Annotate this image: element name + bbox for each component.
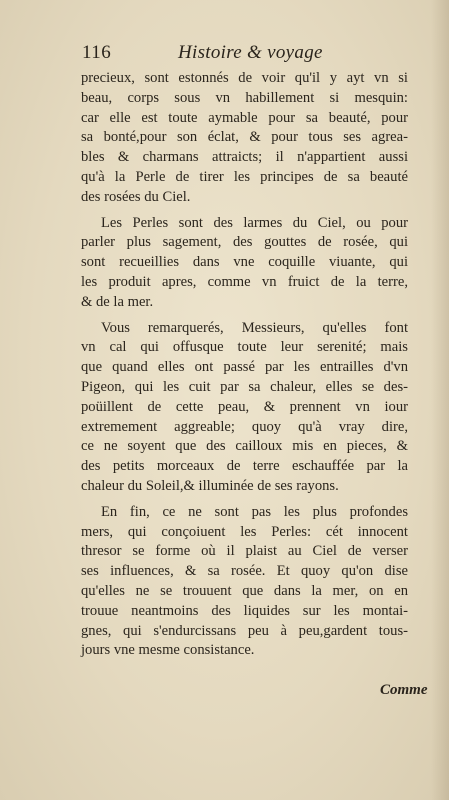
paragraph (81, 319, 408, 497)
page-edge-shadow (431, 0, 449, 800)
running-title: Histoire & voyage (178, 42, 323, 63)
text-line: chaleur du Soleil,& illuminée de ses rayons. (81, 477, 339, 494)
text-line: beau, corps sous vn habillement si mesquin: (81, 89, 408, 106)
text-line: des rosées du Ciel. (81, 188, 191, 205)
text-line: jours vne mesme consistance. (81, 642, 255, 659)
text-line: gnes, qui s'endurcissans peu à peu,gardent tous- (81, 622, 408, 639)
text-line: poüillent de cette peau, & prennent vn iour (81, 398, 408, 415)
paragraph (81, 214, 408, 313)
page-number: 116 (82, 42, 112, 63)
text-line: precieux, sont estonnés de voir qu'il y ayt vn si (81, 70, 408, 86)
text-line: parler plus sagement, des gouttes de rosée, qui (81, 234, 408, 251)
page-header (82, 42, 422, 70)
text-line: bles & charmans attraicts; il n'appartient aussi (81, 149, 408, 166)
paragraph (81, 69, 408, 208)
body-text (81, 69, 408, 661)
text-line: ses influences, & sa rosée. Et quoy qu'on dise (81, 563, 408, 580)
text-line: que quand elles ont passé par les entrailles d'vn (81, 359, 408, 376)
paragraph (81, 503, 408, 661)
text-line: & de la mer. (81, 293, 154, 310)
text-line: ce ne soyent que des cailloux mis en pieces, & (81, 438, 408, 455)
text-line: des petits morceaux de terre eschauffée par la (81, 458, 408, 475)
text-line: Les Perles sont des larmes du Ciel, ou pour (101, 214, 408, 231)
text-line: qu'elles ne se trouuent que dans la mer, on en (81, 582, 408, 599)
catchword: Comme (380, 682, 428, 698)
text-line: Pigeon, qui les cuit par sa chaleur, elles se des- (81, 378, 408, 395)
text-line: trouue neantmoins des liquides sur les montai- (81, 602, 408, 619)
text-line: les produit apres, comme vn fruict de la terre, (81, 273, 408, 290)
text-line: sa bonté,pour son éclat, & pour tous ses agrea- (81, 129, 408, 146)
text-line: qu'à la Perle de tirer les principes de sa beauté (81, 168, 408, 185)
text-line: car elle est toute aymable pour sa beauté, pour (81, 109, 408, 126)
text-line: extremement aggreable; quoy qu'à vray dire, (81, 418, 408, 435)
text-line: Vous remarquerés, Messieurs, qu'elles font (101, 319, 408, 336)
text-line: En fin, ce ne sont pas les plus profondes (101, 503, 408, 520)
text-line: mers, qui conçoiuent les Perles: cét innocent (81, 523, 408, 540)
text-line: vn cal qui offusque toute leur serenité; mais (81, 339, 408, 356)
text-line: thresor se forme où il plaist au Ciel de verser (81, 543, 408, 560)
text-line: sont recueillies dans vne coquille viuante, qui (81, 254, 408, 271)
